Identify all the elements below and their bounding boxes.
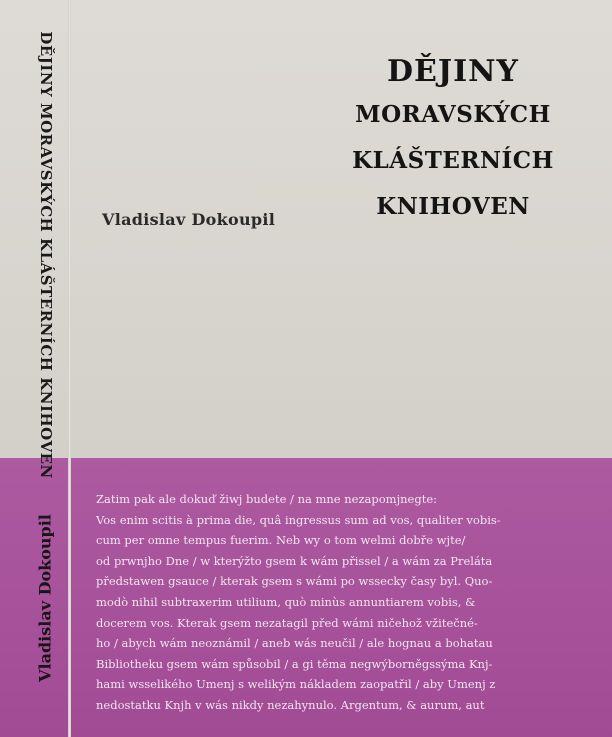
cover-author: Vladislav Dokoupil <box>102 210 276 229</box>
quotation-block <box>96 489 596 716</box>
quote-line: docerem vos. Kterak gsem nezatagil před wámi ničehož vžitečné- <box>96 615 478 630</box>
quote-line: nedostatku Knjh v wás nikdy nezahynulo. Argentum, & aurum, aut <box>96 697 485 712</box>
quote-line: hami wsselikého Umenj s welikým nákladem zaopatřil / aby Umenj z <box>96 677 496 692</box>
spine-author-text: Vladislav Dokoupil <box>35 514 55 682</box>
quote-line: od prwnjho Dne / w kterýžto gsem k wám přissel / a wám za Preláta <box>96 553 493 568</box>
title-line-2: MORAVSKÝCH <box>355 101 551 128</box>
title-line-3: KLÁŠTERNÍCH <box>352 147 554 174</box>
quote-line: modò nihil subtraxerim utilium, quò minùs annuntiarem vobis, & <box>96 594 476 609</box>
quote-line: Bibliotheku gsem wám spůsobil / a gi těma negwýborněgssýma Knj- <box>96 656 493 671</box>
quote-line: cum per omne tempus fuerim. Neb wy o tom welmi dobře wjte/ <box>96 533 466 548</box>
quote-line: Zatim pak ale dokuď žiwj budete / na mne nezapomjnegte: <box>96 492 438 506</box>
title-line-1: DĚJINY <box>387 54 519 89</box>
cover-title <box>300 52 606 230</box>
title-line-4: KNIHOVEN <box>376 193 530 220</box>
spine-title-text: DĚJINY MORAVSKÝCH KLÁŠTERNÍCH KNIHOVEN <box>37 31 55 479</box>
spine-title <box>32 31 60 479</box>
quote-line: Vos enim scitis à prima die, quâ ingressus sum ad vos, qualiter vobis- <box>96 512 501 527</box>
quote-line: ho / abych wám neoznámil / aneb wás neučil / ale hognau a bohatau <box>96 636 493 651</box>
spine-fold-line <box>68 0 71 737</box>
quote-line: předstawen gsauce / kterak gsem s wámi po wssecky časy byl. Quo- <box>96 574 493 589</box>
spine-author <box>30 478 60 718</box>
